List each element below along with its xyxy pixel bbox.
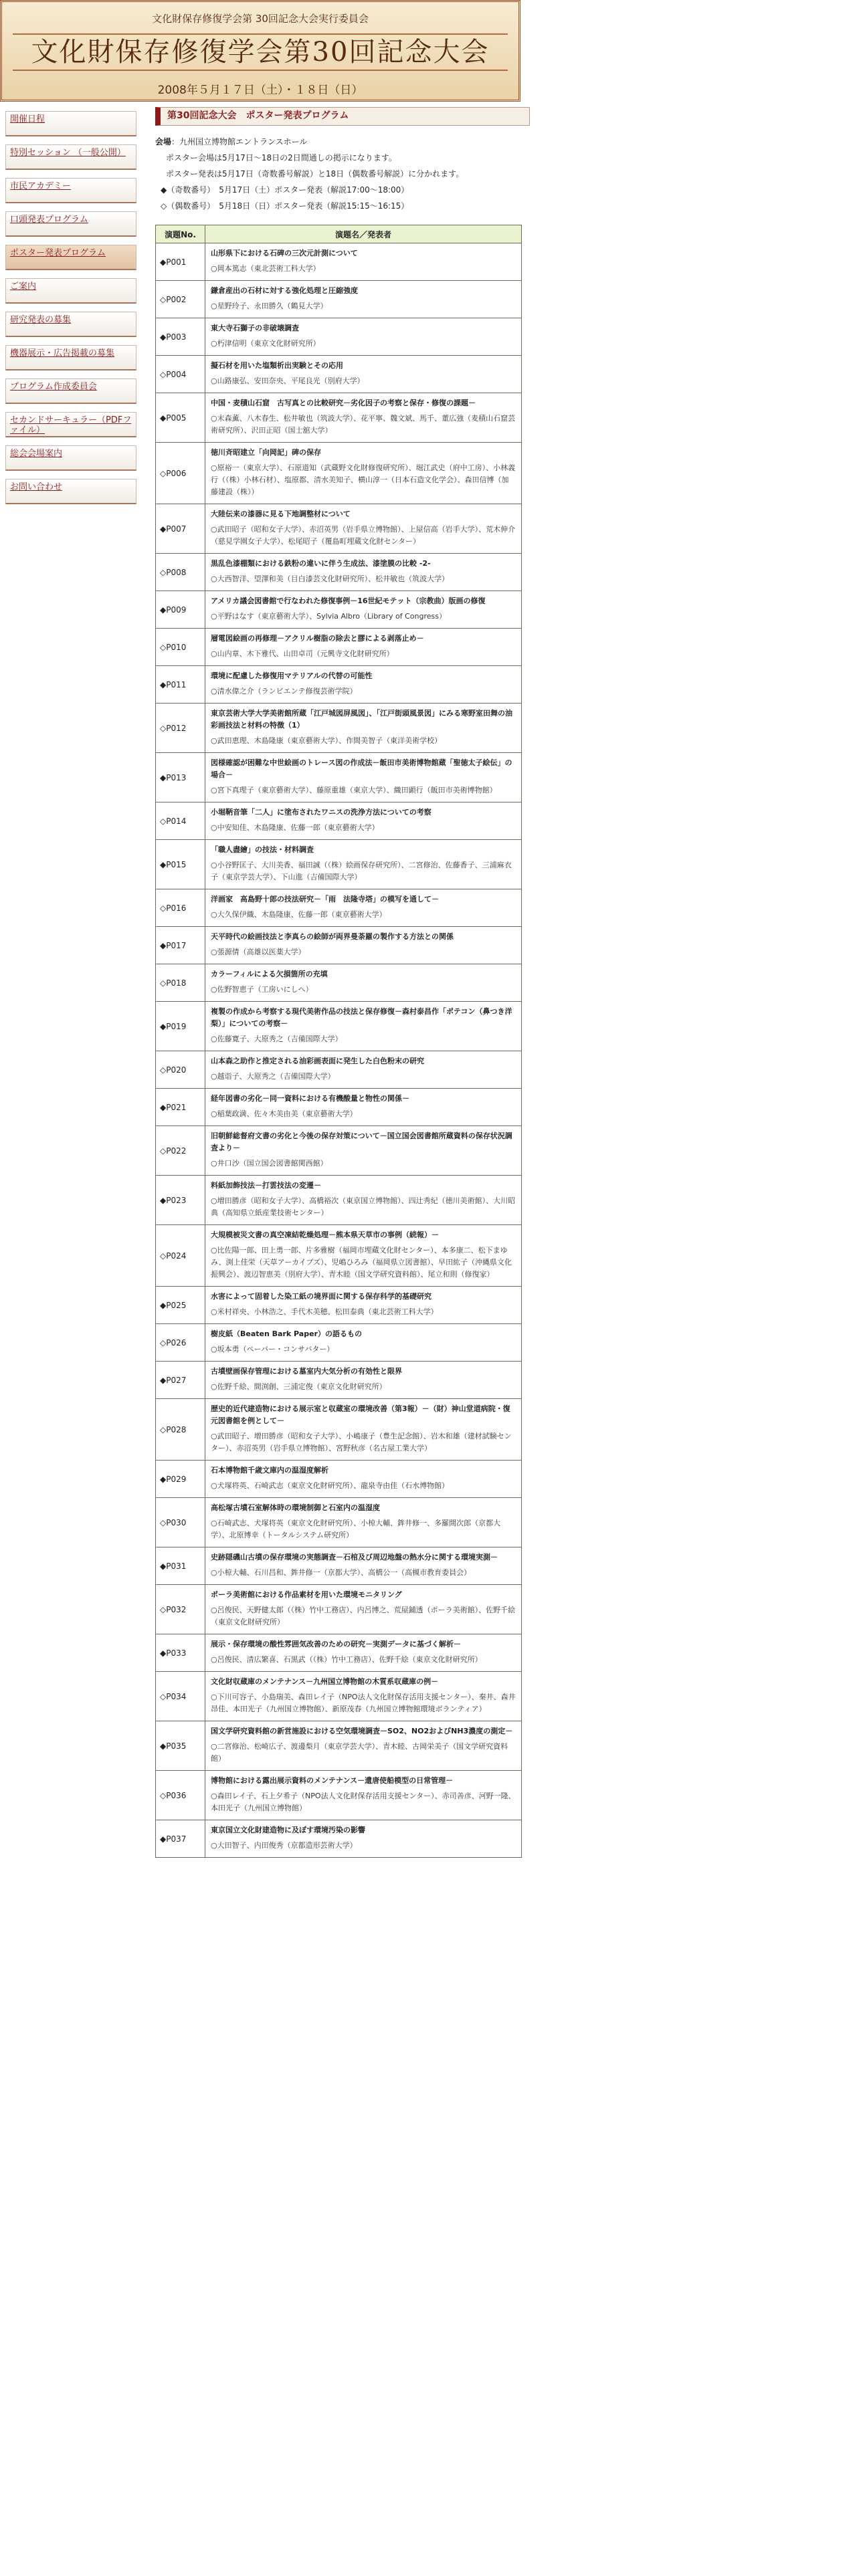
poster-authors: ○犬塚将英、石崎武志（東京文化財研究所）、龍泉寺由佳（石水博物館）: [211, 1481, 450, 1490]
poster-authors: ○越诣子、大原秀之（吉備国際大学）: [211, 1072, 335, 1081]
poster-row: [156, 1002, 522, 1051]
poster-number: ◇P024: [156, 1225, 205, 1287]
poster-cell: [205, 318, 522, 356]
poster-row: [156, 889, 522, 927]
poster-title: 東京芸術大学大学美術館所蔵「江戸城図屏風図」、「江戸街頭風景図」にみる寒野室田舞の油彩画技法と材料の特徴（1）: [211, 709, 512, 730]
poster-cell: [205, 666, 522, 704]
poster-number: ◆P035: [156, 1721, 205, 1771]
poster-number: ◆P013: [156, 753, 205, 802]
poster-cell: [205, 591, 522, 629]
venue-note-2: ポスター発表は5月17日（奇数番号解説）と18日（偶数番号解説）に分かれます。: [166, 169, 464, 179]
poster-title: 擬石材を用いた塩類析出実験とその応用: [211, 361, 343, 370]
poster-cell: [205, 802, 522, 840]
poster-cell: [205, 1287, 522, 1324]
poster-authors: ○米村祥央、小林浩之、手代木美穂、松田泰典（東北芸術工科大学）: [211, 1307, 438, 1316]
poster-title: 洋画家 高島野十郎の技法研究－「雨 法隆寺塔」の模写を通して－: [211, 895, 439, 903]
poster-cell: [205, 1051, 522, 1089]
nav-item-9[interactable]: セカンドサーキュラー（PDFファイル）: [5, 412, 136, 437]
poster-cell: [205, 443, 522, 504]
poster-number: ◆P007: [156, 504, 205, 554]
poster-cell: [205, 1362, 522, 1399]
sidebar-nav: [5, 111, 136, 512]
nav-item-4[interactable]: ポスター発表プログラム: [5, 245, 136, 270]
poster-row: [156, 1176, 522, 1225]
poster-row: [156, 1461, 522, 1498]
poster-cell: [205, 889, 522, 927]
poster-row: [156, 1399, 522, 1461]
poster-title: 東京国立文化財建造物に及ぼす環境汚染の影響: [211, 1826, 365, 1834]
poster-row: [156, 1089, 522, 1126]
poster-row: [156, 393, 522, 443]
poster-row: [156, 554, 522, 591]
header-title: 演題名／発表者: [205, 225, 522, 243]
poster-title: 旧朝鮮総督府文書の劣化と今後の保存対策について－国立国会図書館所蔵資料の保存状況調査より－: [211, 1132, 512, 1152]
poster-authors: ○呂俊民、天野健太郎（（株）竹中工務店）、内呂博之、荒屋鋪透（ポーラ美術館）、佐野千絵（東京文化財研究所）: [211, 1606, 516, 1626]
poster-title: 山本森之助作と推定される油彩画表面に発生した白色粉末の研究: [211, 1057, 424, 1065]
poster-row: [156, 753, 522, 802]
poster-row: [156, 1547, 522, 1585]
poster-authors: ○坂本勇（ペーパー・コンサバター）: [211, 1345, 335, 1354]
nav-item-2[interactable]: 市民アカデミー: [5, 178, 136, 203]
poster-title: アメリカ議会図書館で行なわれた修復事例－16世紀モテット（宗教曲）版画の修復: [211, 597, 486, 605]
poster-title: ポーラ美術館における作品素材を用いた環境モニタリング: [211, 1590, 402, 1599]
poster-cell: [205, 1672, 522, 1721]
poster-table: [155, 225, 522, 1858]
poster-authors: ○星野玲子、永田勝久（鶴見大学）: [211, 302, 328, 310]
poster-authors: ○山内章、木下雅代、山田卓司（元興寺文化財研究所）: [211, 649, 394, 658]
poster-row: [156, 356, 522, 393]
poster-title: 博物館における露出展示資料のメンテナンス－遺唐使船模型の日常管理－: [211, 1776, 454, 1785]
poster-authors: ○武田昭子、増田勝彦（昭和女子大学）、小嶋康子（豊生記念館）、岩木和雄（建材試験センター）、赤沼英男（岩手県立博物館）、宮野秋彦（名古屋工業大学）: [211, 1432, 512, 1453]
even-schedule-line: ◇（偶数番号） 5月18日（日）ポスター発表（解説15:15～16:15）: [161, 201, 409, 211]
poster-title: 展示・保存環境の酸性雰囲気改善のための研究－実測データに基づく解析－: [211, 1640, 461, 1648]
poster-title: 層電図絵画の再修理－アクリル樹脂の除去と膠による剥落止め－: [211, 634, 424, 643]
poster-authors: ○二宮修治、松崎広子、渡邊梨月（東京学芸大学）、青木睦、古岡栄美子（国文学研究資料館）: [211, 1742, 508, 1763]
poster-authors: ○増田勝彦（昭和女子大学）、高橋裕次（東京国立博物館）、四辻秀紀（徳川美術館）、大川昭典（高知県立紙産業技術センター）: [211, 1196, 516, 1217]
poster-row: [156, 840, 522, 889]
poster-title: 文化財収蔵庫のメンテナンス－九州国立博物館の木質系収蔵庫の例－: [211, 1677, 439, 1686]
poster-row: [156, 318, 522, 356]
poster-cell: [205, 1771, 522, 1820]
poster-number: ◆P015: [156, 840, 205, 889]
poster-number: ◇P018: [156, 964, 205, 1002]
poster-table-header: [156, 225, 522, 243]
poster-title: 史跡隠磯山古墳の保存環境の実態調査－石棺及び周辺地盤の熱水分に関する環境実測－: [211, 1553, 498, 1562]
poster-number: ◇P012: [156, 704, 205, 753]
poster-title: 樹皮紙（Beaten Bark Paper）の語るもの: [211, 1329, 362, 1338]
poster-authors: ○末森薫、八木春生、松井敏也（筑波大学）、花平寧、魏文斌、馬千、董広強（麦積山石窟芸術研究所）、沢田正昭（国士舘大学）: [211, 414, 516, 435]
poster-number: ◆P029: [156, 1461, 205, 1498]
poster-number: ◆P021: [156, 1089, 205, 1126]
poster-cell: [205, 1176, 522, 1225]
poster-title: 水害によって固着した染工紙の境界面に関する保存科学的基礎研究: [211, 1292, 432, 1301]
poster-authors: ○呂俊民、清広繁喜、石黒武（（株）竹中工務店）、佐野千絵（東京文化財研究所）: [211, 1655, 482, 1664]
poster-row: [156, 1721, 522, 1771]
poster-number: ◆P037: [156, 1820, 205, 1858]
poster-authors: ○原裕一（東京大学）、石原道知（武蔵野文化財修復研究所）、堀江武史（府中工房）、小林義行（（株）小林石材）、塩原都、清水美知子、横山淳一（日本石造文化学会）、森田信博（加藤建設（株））: [211, 463, 516, 496]
poster-title: 料紙加飾技法－打雲技法の変遷－: [211, 1181, 321, 1190]
poster-row: [156, 443, 522, 504]
poster-cell: [205, 753, 522, 802]
poster-row: [156, 591, 522, 629]
poster-row: [156, 243, 522, 281]
header-banner: [0, 0, 520, 102]
poster-cell: [205, 243, 522, 281]
poster-authors: ○稲葉政満、佐々木美由美（東京藝術大学）: [211, 1109, 357, 1118]
poster-authors: ○宮下真理子（東京藝術大学）、藤原重雄（東京大学）、織田顕行（飯田市美術博物館）: [211, 786, 497, 794]
poster-number: ◆P023: [156, 1176, 205, 1225]
poster-title: 石本博物館千歳文庫内の温湿度解析: [211, 1466, 328, 1475]
venue-note-1: ポスター会場は5月17日～18日の2日間通しの掲示になります。: [166, 153, 397, 163]
poster-title: 図様確認が困難な中世絵画のトレース図の作成法－飯田市美術博物館蔵「聖徳太子絵伝」の場合－: [211, 758, 512, 779]
poster-number: ◆P001: [156, 243, 205, 281]
poster-number: ◆P019: [156, 1002, 205, 1051]
poster-cell: [205, 964, 522, 1002]
poster-authors: ○大田智子、内田俊秀（京都造形芸術大学）: [211, 1841, 357, 1850]
poster-row: [156, 666, 522, 704]
poster-row: [156, 1287, 522, 1324]
poster-row: [156, 1634, 522, 1672]
poster-cell: [205, 1634, 522, 1672]
poster-row: [156, 1225, 522, 1287]
poster-number: ◇P002: [156, 281, 205, 318]
poster-authors: ○岡本篤志（東北芸術工科大学）: [211, 264, 320, 273]
poster-title: 黒乱色漆棚類における鉄粉の違いに伴う生成法、漆塗膜の比較 -2-: [211, 559, 431, 568]
nav-item-7[interactable]: 機器展示・広告掲載の募集: [5, 345, 136, 370]
nav-item-5[interactable]: ご案内: [5, 278, 136, 304]
poster-title: 天平時代の絵画技法と李真らの絵師が両界曼荼羅の製作する方法との関係: [211, 932, 454, 941]
poster-cell: [205, 704, 522, 753]
organizer-line: 文化財保存修復学会第 30回記念大会実行委員会: [152, 13, 369, 25]
poster-authors: ○大西智洋、望澤和美（目白漆芸文化財研究所）、松井敏也（筑波大学）: [211, 574, 450, 583]
poster-title: カラーフィルによる欠損箇所の充填: [211, 970, 328, 978]
poster-cell: [205, 1721, 522, 1771]
poster-title: 「職人盡繪」の技法・材料調査: [211, 845, 314, 854]
poster-title: 複製の作成から考察する現代美術作品の技法と保存修復－森村泰昌作「ポテコン（鼻つき洋梨）」についての考察－: [211, 1007, 512, 1028]
venue-value: ：九州国立博物館エントランスホール: [171, 137, 308, 146]
poster-number: ◆P005: [156, 393, 205, 443]
poster-authors: ○大久保伊織、木島隆康、佐藤一郎（東京藝術大学）: [211, 910, 387, 919]
poster-row: [156, 704, 522, 753]
poster-number: ◇P006: [156, 443, 205, 504]
venue-info: [155, 134, 522, 214]
poster-title: 高松塚古墳石室解体時の環境制御と石室内の温湿度: [211, 1503, 380, 1512]
poster-authors: ○武田昭子（昭和女子大学）、赤沼英男（岩手県立博物館）、上屋信高（岩手大学）、荒木伸介（慈見学園女子大学）、松尾昭子（覆島町埋蔵文化財センター）: [211, 525, 516, 546]
poster-number: ◇P020: [156, 1051, 205, 1089]
poster-cell: [205, 1461, 522, 1498]
poster-row: [156, 1771, 522, 1820]
poster-authors: ○石崎武志、犬塚将英（東京文化財研究所）、小椋大輔、鉾井修一、多羅間次郎（京都大学）、北原博幸（トータルシステム研究所）: [211, 1519, 501, 1539]
poster-authors: ○朽津信明（東京文化財研究所）: [211, 339, 320, 348]
poster-cell: [205, 1498, 522, 1547]
poster-cell: [205, 1002, 522, 1051]
poster-number: ◇P022: [156, 1126, 205, 1176]
poster-number: ◇P016: [156, 889, 205, 927]
poster-number: ◇P014: [156, 802, 205, 840]
poster-title: 古墳壁画保存管理における墓室内大気分析の有効性と限界: [211, 1367, 402, 1376]
poster-row: [156, 1672, 522, 1721]
poster-number: ◆P011: [156, 666, 205, 704]
poster-authors: ○小椋大輔、石川昌和、鉾井修一（京都大学）、高橋公一（高槻市教育委員会）: [211, 1568, 472, 1577]
poster-number: ◆P009: [156, 591, 205, 629]
poster-cell: [205, 629, 522, 666]
poster-title: 大規模被災文書の真空凍結乾燥処理－熊本県天草市の事例（続報）－: [211, 1230, 439, 1239]
poster-cell: [205, 1324, 522, 1362]
poster-number: ◆P017: [156, 927, 205, 964]
header-no: 演題No.: [156, 225, 205, 243]
conference-title: 文化財保存修復学会第30回記念大会: [13, 33, 508, 71]
poster-row: [156, 1362, 522, 1399]
poster-row: [156, 1324, 522, 1362]
poster-row: [156, 1820, 522, 1858]
poster-cell: [205, 1089, 522, 1126]
poster-title: 国文学研究資料館の新営施設における空気環境調査－SO2、NO2およびNH3濃度の測定－: [211, 1727, 513, 1735]
poster-title: 小堀鞆音筆「二人」に塗布されたワニスの洗浄方法についての考察: [211, 808, 432, 817]
poster-cell: [205, 1820, 522, 1858]
poster-authors: ○井口沙（国立国会図書館関西館）: [211, 1159, 328, 1168]
nav-item-6[interactable]: 研究発表の募集: [5, 312, 136, 337]
poster-number: ◇P036: [156, 1771, 205, 1820]
poster-number: ◆P025: [156, 1287, 205, 1324]
poster-row: [156, 504, 522, 554]
main-content: [155, 107, 522, 1858]
poster-row: [156, 281, 522, 318]
poster-authors: ○佐野智恵子（工房いにしへ）: [211, 985, 313, 994]
poster-title: 大陸伝来の漆器に見る下地調整材について: [211, 510, 351, 518]
poster-cell: [205, 1547, 522, 1585]
poster-number: ◇P008: [156, 554, 205, 591]
poster-cell: [205, 504, 522, 554]
poster-row: [156, 629, 522, 666]
poster-cell: [205, 554, 522, 591]
poster-cell: [205, 927, 522, 964]
poster-cell: [205, 1225, 522, 1287]
nav-item-0[interactable]: 開催日程: [5, 111, 136, 136]
nav-item-8[interactable]: プログラム作成委員会: [5, 379, 136, 404]
poster-title: 歴史的近代建造物における展示室と収蔵室の環境改善（第3報）－（財）神山堂道病院・復元図書館を例として－: [211, 1404, 510, 1425]
nav-item-1[interactable]: 特別セッション （一般公開）: [5, 144, 136, 170]
poster-authors: ○武田恵理、木島隆康（東京藝術大学）、作間美智子（東洋美術学校）: [211, 736, 442, 745]
conference-date: 2008年５月１７日（土）・１８日（日）: [157, 84, 363, 97]
nav-item-3[interactable]: 口頭発表プログラム: [5, 211, 136, 237]
poster-title: 経年図書の劣化－同一資料における有機酸量と物性の関係－: [211, 1094, 409, 1103]
poster-title: 鎌倉産出の石材に対する強化処理と圧縮強度: [211, 286, 358, 295]
poster-row: [156, 964, 522, 1002]
poster-authors: ○清水偉之介（ランビエンテ修復芸術学院）: [211, 687, 357, 695]
poster-cell: [205, 356, 522, 393]
poster-cell: [205, 281, 522, 318]
poster-cell: [205, 393, 522, 443]
poster-title: 山形県下における石碑の三次元計測について: [211, 249, 358, 257]
poster-number: ◆P027: [156, 1362, 205, 1399]
poster-cell: [205, 1399, 522, 1461]
poster-authors: ○佐野千絵、間渕創、三浦定俊（東京文化財研究所）: [211, 1382, 387, 1391]
nav-item-10[interactable]: 総会会場案内: [5, 445, 136, 471]
poster-authors: ○佐藤寛子、大原秀之（吉備国際大学）: [211, 1035, 343, 1043]
poster-number: ◆P003: [156, 318, 205, 356]
poster-authors: ○平野はなす（東京藝術大学）、Sylvia Albro（Library of Congress）: [211, 612, 446, 621]
poster-row: [156, 1498, 522, 1547]
poster-authors: ○山路康弘、安田奈央、平尾良光（別府大学）: [211, 377, 365, 385]
poster-authors: ○比佐陽一郎、田上勇一郎、片多雅樹（福岡市埋蔵文化財センター）、本多康二、松下まゆみ、渕上佳栄（天草アーカイブズ）、児嶋ひろみ（福岡県立図書館）、早田紘子（沖縄県文化振興会）、渡辺智恵美（別府大学）、青木睦（国文学研究資料館）、尾立和則（修復家）: [211, 1246, 512, 1279]
nav-item-11[interactable]: お問い合わせ: [5, 479, 136, 504]
poster-number: ◇P030: [156, 1498, 205, 1547]
poster-number: ◆P033: [156, 1634, 205, 1672]
poster-authors: ○小谷野匡子、大川美香、福田誠（（株）絵画保存研究所）、二宮修治、佐藤香子、三浦麻衣子（東京学芸大学）、下山進（吉備国際大学）: [211, 861, 512, 881]
section-title: 第30回記念大会 ポスター発表プログラム: [155, 107, 530, 126]
poster-number: ◇P034: [156, 1672, 205, 1721]
poster-cell: [205, 840, 522, 889]
poster-cell: [205, 1585, 522, 1634]
poster-number: ◇P032: [156, 1585, 205, 1634]
poster-row: [156, 1585, 522, 1634]
poster-row: [156, 802, 522, 840]
poster-row: [156, 1051, 522, 1089]
poster-number: ◇P010: [156, 629, 205, 666]
poster-title: 環境に配慮した修復用マテリアルの代替の可能性: [211, 671, 373, 680]
venue-label: 会場: [155, 137, 172, 146]
odd-schedule-line: ◆（奇数番号） 5月17日（土）ポスター発表（解説17:00～18:00）: [161, 185, 409, 195]
poster-title: 東大寺石獅子の非破壊調査: [211, 324, 299, 332]
poster-authors: ○森田レイ子、石上夕希子（NPO法人文化財保存活用支援センター）、赤司善彦、河野一隆、本田光子（九州国立博物館）: [211, 1792, 516, 1812]
poster-row: [156, 1126, 522, 1176]
poster-number: ◇P004: [156, 356, 205, 393]
poster-authors: ○中安知佳、木島隆康、佐藤一郎（東京藝術大学）: [211, 823, 379, 832]
poster-authors: ○下川可容子、小島瑞美、森田レイ子（NPO法人文化財保存活用支援センター）、秦井、森井昂佳、本田光子（九州国立博物館）、新原茂春（九州国立博物館環境ボランティア）: [211, 1693, 516, 1713]
poster-number: ◇P026: [156, 1324, 205, 1362]
poster-title: 中国・麦積山石窟 古写真との比較研究－劣化因子の考察と保存・修復の課題－: [211, 399, 476, 407]
poster-authors: ○張源倩（高雄以医薬大学）: [211, 948, 306, 956]
poster-title: 徳川斉昭建立「向岡記」碑の保存: [211, 448, 321, 457]
poster-cell: [205, 1126, 522, 1176]
poster-number: ◇P028: [156, 1399, 205, 1461]
poster-row: [156, 927, 522, 964]
poster-number: ◆P031: [156, 1547, 205, 1585]
